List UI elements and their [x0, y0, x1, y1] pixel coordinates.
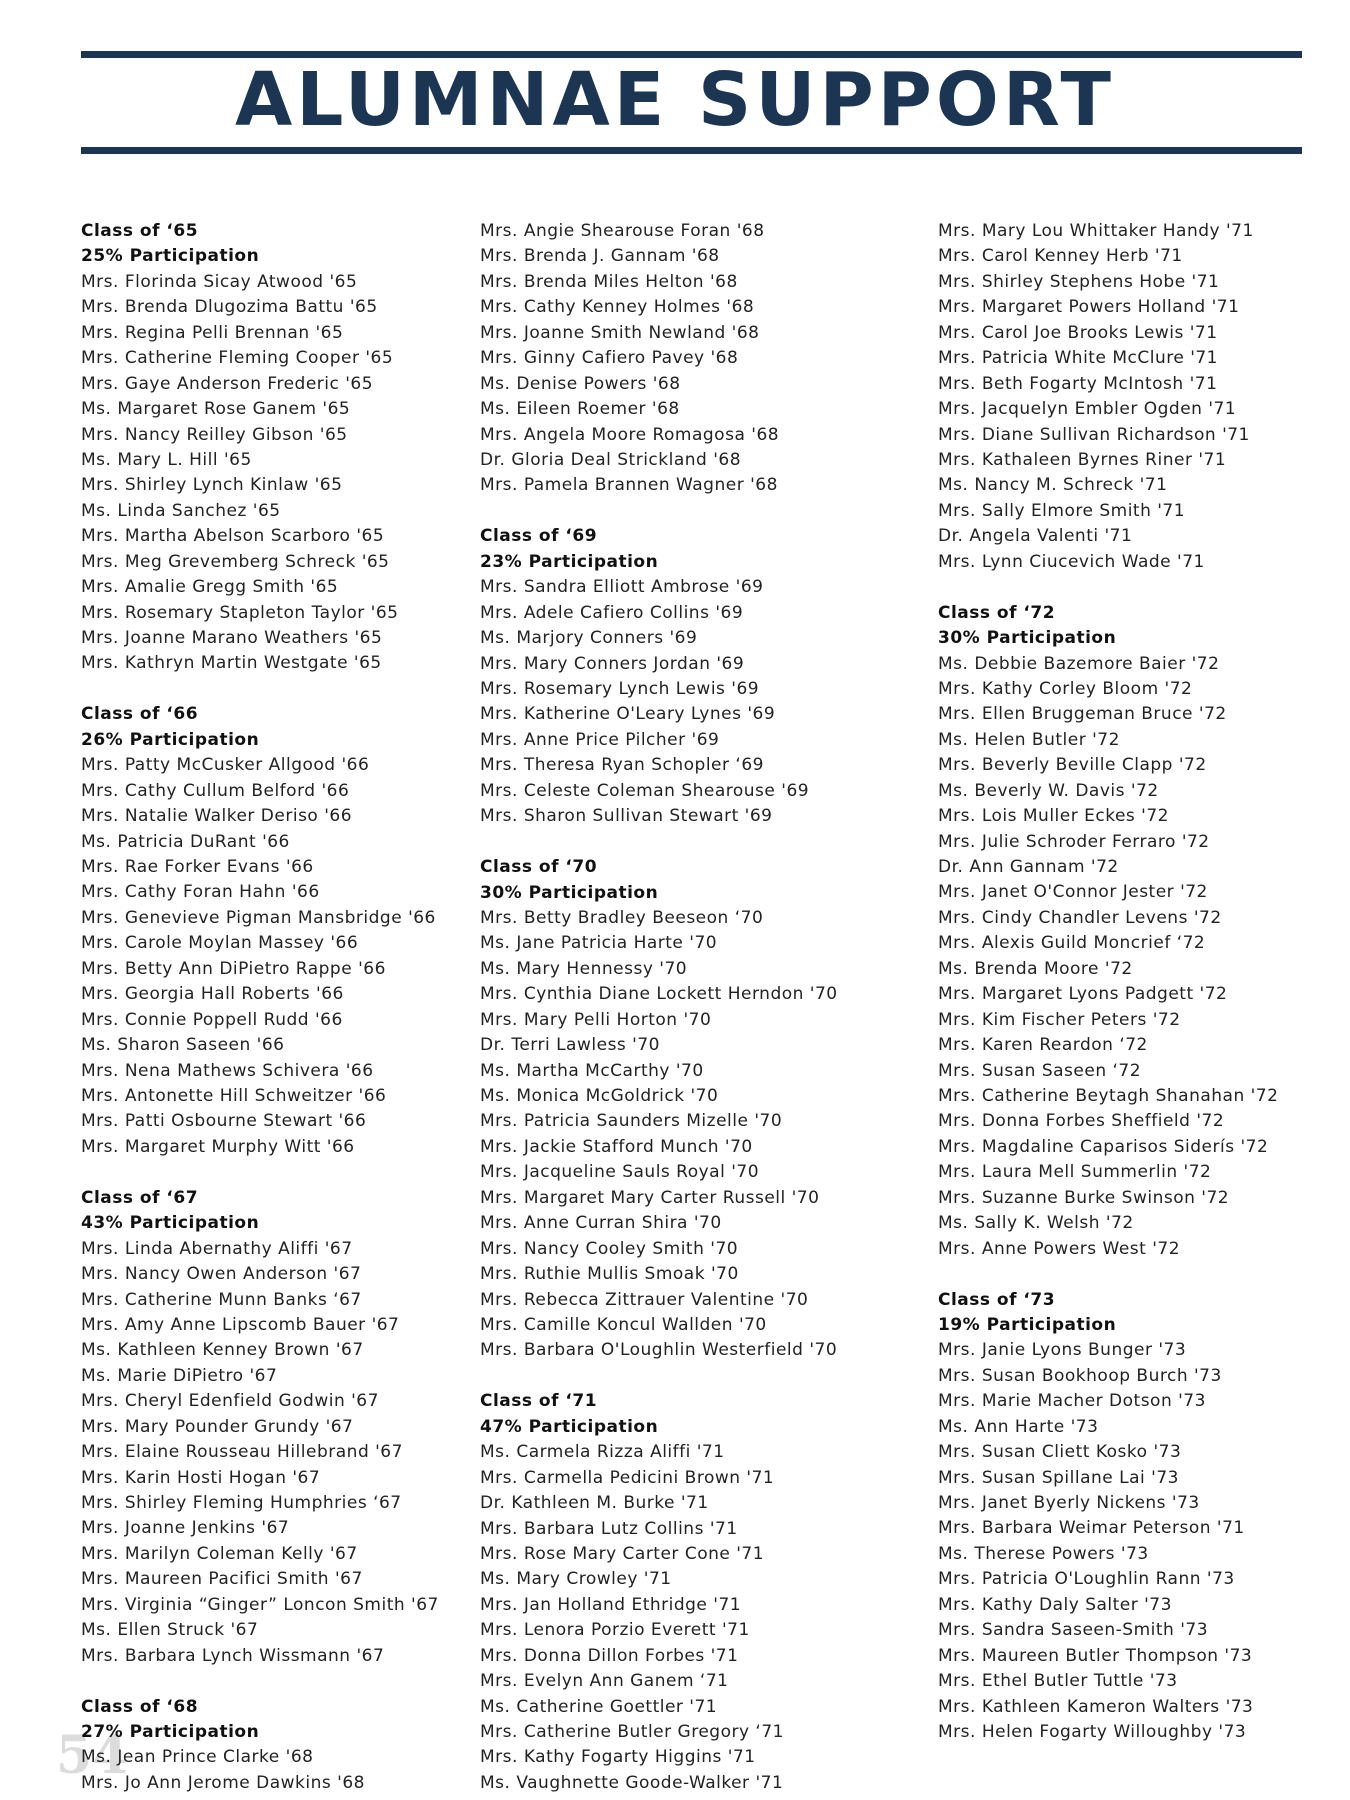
donor-name: Mrs. Mary Pounder Grundy '67 — [81, 1416, 354, 1437]
donor-name: Mrs. Virginia “Ginger” Loncon Smith '67 — [81, 1594, 439, 1615]
bottom-rule — [81, 147, 1302, 154]
donor-name: Mrs. Betty Ann DiPietro Rappe '66 — [81, 958, 386, 979]
donor-name: Mrs. Barbara O'Loughlin Westerfield '70 — [480, 1340, 838, 1361]
donor-name: Mrs. Anne Price Pilcher '69 — [480, 729, 720, 750]
class-heading: Class of ‘65 — [81, 221, 199, 241]
donor-name: Mrs. Celeste Coleman Shearouse '69 — [480, 780, 810, 801]
donor-name: Mrs. Janie Lyons Bunger '73 — [938, 1340, 1187, 1361]
donor-name: Mrs. Patty McCusker Allgood '66 — [81, 755, 370, 776]
donor-name: Ms. Marie DiPietro '67 — [81, 1365, 278, 1386]
donor-name: Ms. Mary Crowley '71 — [480, 1569, 672, 1590]
donor-name: Ms. Kathleen Kenney Brown '67 — [81, 1340, 364, 1361]
participation-rate: 30% Participation — [480, 882, 659, 903]
donor-name: Mrs. Catherine Munn Banks ‘67 — [81, 1289, 362, 1310]
donor-name: Mrs. Maureen Butler Thompson '73 — [938, 1645, 1253, 1666]
class-section — [938, 601, 1278, 1262]
donor-name: Mrs. Kathaleen Byrnes Riner '71 — [938, 449, 1227, 470]
donor-name: Mrs. Nancy Owen Anderson '67 — [81, 1264, 362, 1285]
donor-name: Mrs. Rose Mary Carter Cone '71 — [480, 1543, 765, 1564]
donor-name: Mrs. Margaret Powers Holland '71 — [938, 297, 1240, 318]
donor-name: Ms. Eileen Roemer '68 — [480, 399, 680, 420]
donor-name: Mrs. Carmella Pedicini Brown '71 — [480, 1467, 775, 1488]
donor-name: Mrs. Brenda J. Gannam '68 — [480, 246, 720, 267]
class-heading: Class of ‘72 — [938, 602, 1056, 623]
class-section — [480, 524, 838, 829]
donor-name: Mrs. Jan Holland Ethridge '71 — [480, 1594, 742, 1615]
donor-name: Mrs. Susan Saseen ‘72 — [938, 1060, 1142, 1081]
class-heading: Class of ‘68 — [81, 1696, 199, 1717]
donor-name: Ms. Linda Sanchez '65 — [81, 500, 281, 521]
donor-name: Mrs. Patricia White McClure '71 — [938, 348, 1218, 369]
donor-name: Mrs. Linda Abernathy Aliffi '67 — [81, 1238, 353, 1259]
donor-name: Dr. Gloria Deal Strickland '68 — [480, 449, 742, 470]
donor-name: Mrs. Susan Spillane Lai '73 — [938, 1467, 1179, 1488]
donor-name: Mrs. Kathleen Kameron Walters '73 — [938, 1696, 1254, 1717]
donor-name: Mrs. Maureen Pacifici Smith '67 — [81, 1569, 363, 1590]
donor-name: Mrs. Elaine Rousseau Hillebrand '67 — [81, 1442, 403, 1463]
donor-name: Mrs. Margaret Murphy Witt '66 — [81, 1136, 355, 1157]
donor-name: Mrs. Catherine Beytagh Shanahan '72 — [938, 1085, 1279, 1106]
donor-name: Mrs. Barbara Lutz Collins '71 — [480, 1518, 738, 1539]
donor-name: Mrs. Jacqueline Sauls Royal '70 — [480, 1162, 760, 1183]
donor-name: Mrs. Nancy Reilley Gibson '65 — [81, 424, 348, 445]
donor-name: Mrs. Shirley Fleming Humphries ‘67 — [81, 1493, 402, 1513]
donor-name: Mrs. Mary Conners Jordan '69 — [480, 653, 745, 674]
donor-name: Mrs. Amalie Gregg Smith '65 — [81, 577, 339, 598]
donor-name: Mrs. Regina Pelli Brennan '65 — [81, 322, 344, 343]
class-section — [81, 1695, 439, 1797]
donor-name: Ms. Beverly W. Davis '72 — [938, 780, 1159, 801]
donor-name: Mrs. Evelyn Ann Ganem ‘71 — [480, 1671, 729, 1692]
donor-name: Mrs. Patti Osbourne Stewart '66 — [81, 1111, 367, 1132]
donor-name: Ms. Mary Hennessy '70 — [480, 958, 688, 979]
donor-name: Mrs. Sharon Sullivan Stewart '69 — [480, 806, 773, 827]
donor-name: Mrs. Amy Anne Lipscomb Bauer '67 — [81, 1314, 400, 1335]
class-heading: Class of ‘71 — [480, 1391, 598, 1412]
donor-name: Mrs. Nena Mathews Schivera '66 — [81, 1060, 374, 1081]
donor-name: Mrs. Beverly Beville Clapp '72 — [938, 755, 1207, 776]
donor-name: Mrs. Sandra Elliott Ambrose '69 — [480, 577, 764, 598]
participation-rate: 25% Participation — [81, 246, 260, 267]
donor-name: Mrs. Beth Fogarty McIntosh '71 — [938, 373, 1218, 394]
participation-rate: 27% Participation — [81, 1722, 260, 1742]
donor-name: Mrs. Marie Macher Dotson '73 — [938, 1391, 1206, 1412]
donor-name: Dr. Ann Gannam '72 — [938, 857, 1119, 877]
donor-name: Mrs. Susan Cliett Kosko '73 — [938, 1442, 1182, 1463]
column-3 — [938, 219, 1278, 1745]
column-2 — [480, 219, 838, 1796]
donor-name: Ms. Carmela Rizza Aliffi '71 — [480, 1442, 725, 1463]
column-1 — [81, 219, 439, 1796]
donor-name: Mrs. Martha Abelson Scarboro '65 — [81, 526, 385, 547]
donor-name: Mrs. Susan Bookhoop Burch '73 — [938, 1365, 1222, 1386]
donor-name: Ms. Therese Powers '73 — [938, 1543, 1149, 1564]
donor-name: Ms. Jean Prince Clarke '68 — [81, 1747, 314, 1768]
donor-name: Mrs. Diane Sullivan Richardson '71 — [938, 424, 1250, 445]
donor-name: Mrs. Natalie Walker Deriso '66 — [81, 806, 353, 827]
class-section — [938, 1288, 1278, 1746]
donor-name: Ms. Helen Butler '72 — [938, 729, 1120, 750]
donor-name: Mrs. Rosemary Lynch Lewis '69 — [480, 678, 760, 699]
page-title: ALUMNAE SUPPORT — [235, 57, 1115, 143]
donor-name: Mrs. Carol Joe Brooks Lewis '71 — [938, 322, 1218, 343]
donor-name: Mrs. Lenora Porzio Everett '71 — [480, 1620, 750, 1641]
donor-name: Ms. Sally K. Welsh '72 — [938, 1213, 1134, 1234]
donor-name: Mrs. Anne Powers West '72 — [938, 1238, 1181, 1259]
donor-name: Mrs. Sandra Saseen-Smith '73 — [938, 1620, 1209, 1641]
donor-name: Mrs. Kathryn Martin Westgate '65 — [81, 653, 382, 674]
class-section — [480, 855, 838, 1364]
class-heading: Class of ‘67 — [81, 1187, 199, 1208]
donor-name: Mrs. Angie Shearouse Foran '68 — [480, 221, 765, 241]
donor-name: Mrs. Joanne Marano Weathers '65 — [81, 628, 383, 648]
donor-name: Mrs. Katherine O'Leary Lynes '69 — [480, 704, 776, 725]
donor-name: Mrs. Jo Ann Jerome Dawkins '68 — [81, 1772, 365, 1793]
donor-name: Mrs. Connie Poppell Rudd '66 — [81, 1009, 343, 1030]
donor-name: Mrs. Cathy Kenney Holmes '68 — [480, 297, 755, 318]
participation-rate: 26% Participation — [81, 729, 260, 750]
donor-name: Ms. Jane Patricia Harte '70 — [480, 933, 718, 954]
participation-rate: 47% Participation — [480, 1416, 659, 1437]
donor-name: Mrs. Margaret Mary Carter Russell '70 — [480, 1187, 820, 1208]
donor-name: Ms. Debbie Bazemore Baier '72 — [938, 653, 1220, 674]
donor-name: Mrs. Joanne Jenkins '67 — [81, 1518, 290, 1539]
donor-name: Mrs. Georgia Hall Roberts '66 — [81, 984, 344, 1005]
donor-name: Mrs. Mary Pelli Horton '70 — [480, 1009, 712, 1030]
donor-name: Dr. Angela Valenti '71 — [938, 526, 1133, 547]
donor-name: Mrs. Kathy Fogarty Higgins '71 — [480, 1747, 756, 1768]
donor-name: Ms. Monica McGoldrick '70 — [480, 1086, 719, 1106]
donor-name: Mrs. Theresa Ryan Schopler ‘69 — [480, 755, 764, 776]
donor-name: Mrs. Karen Reardon ‘72 — [938, 1035, 1148, 1056]
class-section — [480, 219, 838, 499]
donor-name: Mrs. Janet Byerly Nickens '73 — [938, 1493, 1200, 1513]
donor-name: Mrs. Lynn Ciucevich Wade '71 — [938, 551, 1205, 572]
donor-name: Mrs. Catherine Butler Gregory ‘71 — [480, 1722, 784, 1742]
donor-name: Ms. Marjory Conners '69 — [480, 628, 698, 649]
donor-name: Mrs. Barbara Lynch Wissmann '67 — [81, 1645, 385, 1666]
donor-name: Mrs. Florinda Sicay Atwood '65 — [81, 271, 358, 292]
class-section — [81, 1186, 439, 1669]
donor-name: Mrs. Cheryl Edenfield Godwin '67 — [81, 1391, 379, 1412]
participation-rate: 30% Participation — [938, 628, 1117, 649]
donor-name: Mrs. Cathy Cullum Belford '66 — [81, 780, 350, 801]
donor-name: Mrs. Jackie Stafford Munch '70 — [480, 1136, 753, 1157]
donor-name: Mrs. Donna Dillon Forbes '71 — [480, 1645, 739, 1666]
class-heading: Class of ‘66 — [81, 704, 199, 725]
donor-name: Dr. Kathleen M. Burke '71 — [480, 1493, 709, 1514]
donor-name: Mrs. Rae Forker Evans '66 — [81, 857, 314, 877]
donor-name: Mrs. Gaye Anderson Frederic '65 — [81, 373, 374, 394]
donor-name: Ms. Sharon Saseen '66 — [81, 1035, 285, 1056]
class-heading: Class of ‘69 — [480, 526, 598, 547]
donor-name: Ms. Denise Powers '68 — [480, 373, 681, 394]
class-heading: Class of ‘73 — [938, 1289, 1056, 1310]
donor-name: Mrs. Patricia O'Loughlin Rann '73 — [938, 1569, 1235, 1590]
donor-name: Mrs. Ginny Cafiero Pavey '68 — [480, 348, 739, 369]
donor-name: Mrs. Anne Curran Shira '70 — [480, 1213, 722, 1234]
class-section — [938, 219, 1278, 575]
donor-name: Mrs. Kathy Daly Salter '73 — [938, 1594, 1172, 1615]
donor-name: Mrs. Angela Moore Romagosa '68 — [480, 424, 780, 445]
donor-name: Ms. Margaret Rose Ganem '65 — [81, 399, 351, 420]
donor-name: Mrs. Barbara Weimar Peterson '71 — [938, 1518, 1245, 1539]
class-section — [81, 219, 439, 677]
class-section — [480, 1389, 838, 1796]
donor-name: Mrs. Rosemary Stapleton Taylor '65 — [81, 602, 399, 623]
donor-name: Mrs. Rebecca Zittrauer Valentine '70 — [480, 1289, 809, 1310]
donor-name: Mrs. Jacquelyn Embler Ogden '71 — [938, 399, 1237, 420]
donor-name: Mrs. Mary Lou Whittaker Handy '71 — [938, 221, 1254, 241]
donor-name: Ms. Brenda Moore '72 — [938, 958, 1133, 979]
donor-name: Mrs. Magdaline Caparisos Siderís '72 — [938, 1136, 1269, 1157]
participation-rate: 19% Participation — [938, 1314, 1117, 1335]
donor-name: Mrs. Shirley Lynch Kinlaw '65 — [81, 475, 343, 496]
donor-name: Mrs. Camille Koncul Wallden '70 — [480, 1314, 767, 1335]
donor-name: Mrs. Cynthia Diane Lockett Herndon '70 — [480, 984, 838, 1005]
donor-name: Mrs. Brenda Dlugozima Battu '65 — [81, 297, 378, 318]
participation-rate: 43% Participation — [81, 1213, 260, 1234]
donor-name: Mrs. Donna Forbes Sheffield '72 — [938, 1111, 1225, 1132]
donor-name: Mrs. Janet O'Connor Jester '72 — [938, 882, 1208, 903]
donor-name: Ms. Catherine Goettler '71 — [480, 1696, 718, 1717]
donor-name: Ms. Vaughnette Goode-Walker '71 — [480, 1772, 784, 1793]
donor-name: Mrs. Alexis Guild Moncrief ‘72 — [938, 933, 1206, 954]
donor-name: Ms. Patricia DuRant '66 — [81, 831, 290, 852]
class-heading: Class of ‘70 — [480, 857, 598, 878]
donor-name: Ms. Nancy M. Schreck '71 — [938, 475, 1168, 496]
donor-name: Mrs. Shirley Stephens Hobe '71 — [938, 271, 1220, 292]
donor-name: Mrs. Cathy Foran Hahn '66 — [81, 882, 320, 903]
donor-name: Ms. Ellen Struck '67 — [81, 1620, 259, 1641]
class-section — [81, 702, 439, 1160]
donor-name: Mrs. Helen Fogarty Willoughby '73 — [938, 1721, 1247, 1742]
donor-name: Mrs. Sally Elmore Smith '71 — [938, 500, 1186, 521]
donor-name: Mrs. Marilyn Coleman Kelly '67 — [81, 1543, 358, 1564]
donor-name: Mrs. Kim Fischer Peters '72 — [938, 1009, 1181, 1030]
page-number: 54 — [56, 1725, 129, 1786]
donor-name: Mrs. Joanne Smith Newland '68 — [480, 322, 760, 343]
donor-name: Mrs. Lois Muller Eckes '72 — [938, 806, 1169, 827]
donor-name: Mrs. Julie Schroder Ferraro '72 — [938, 831, 1210, 852]
donor-name: Mrs. Genevieve Pigman Mansbridge '66 — [81, 907, 436, 928]
donor-name: Mrs. Suzanne Burke Swinson '72 — [938, 1187, 1230, 1208]
donor-name: Ms. Ann Harte '73 — [938, 1416, 1099, 1437]
donor-name: Mrs. Ellen Bruggeman Bruce '72 — [938, 704, 1227, 725]
participation-rate: 23% Participation — [480, 551, 659, 572]
donor-name: Mrs. Ruthie Mullis Smoak '70 — [480, 1264, 739, 1285]
donor-name: Mrs. Meg Grevemberg Schreck '65 — [81, 551, 390, 572]
donor-name: Mrs. Karin Hosti Hogan '67 — [81, 1467, 321, 1488]
donor-name: Mrs. Antonette Hill Schweitzer '66 — [81, 1085, 387, 1106]
donor-name: Mrs. Nancy Cooley Smith '70 — [480, 1238, 739, 1259]
donor-name: Dr. Terri Lawless '70 — [480, 1035, 660, 1056]
donor-name: Mrs. Adele Cafiero Collins '69 — [480, 602, 744, 623]
donor-name: Ms. Mary L. Hill '65 — [81, 449, 252, 470]
donor-name: Mrs. Kathy Corley Bloom '72 — [938, 678, 1193, 699]
donor-name: Mrs. Pamela Brannen Wagner '68 — [480, 475, 778, 496]
donor-name: Mrs. Margaret Lyons Padgett '72 — [938, 984, 1228, 1005]
donor-name: Mrs. Brenda Miles Helton '68 — [480, 271, 738, 292]
donor-name: Mrs. Betty Bradley Beeseon ‘70 — [480, 907, 764, 928]
donor-name: Mrs. Laura Mell Summerlin '72 — [938, 1162, 1212, 1183]
donor-name: Ms. Martha McCarthy '70 — [480, 1060, 704, 1081]
donor-name: Mrs. Carole Moylan Massey '66 — [81, 933, 359, 954]
donor-name: Mrs. Patricia Saunders Mizelle '70 — [480, 1111, 783, 1132]
donor-name: Mrs. Carol Kenney Herb '71 — [938, 246, 1183, 267]
donor-name: Mrs. Catherine Fleming Cooper '65 — [81, 348, 394, 369]
donor-name: Mrs. Ethel Butler Tuttle '73 — [938, 1671, 1178, 1692]
donor-name: Mrs. Cindy Chandler Levens '72 — [938, 907, 1222, 928]
